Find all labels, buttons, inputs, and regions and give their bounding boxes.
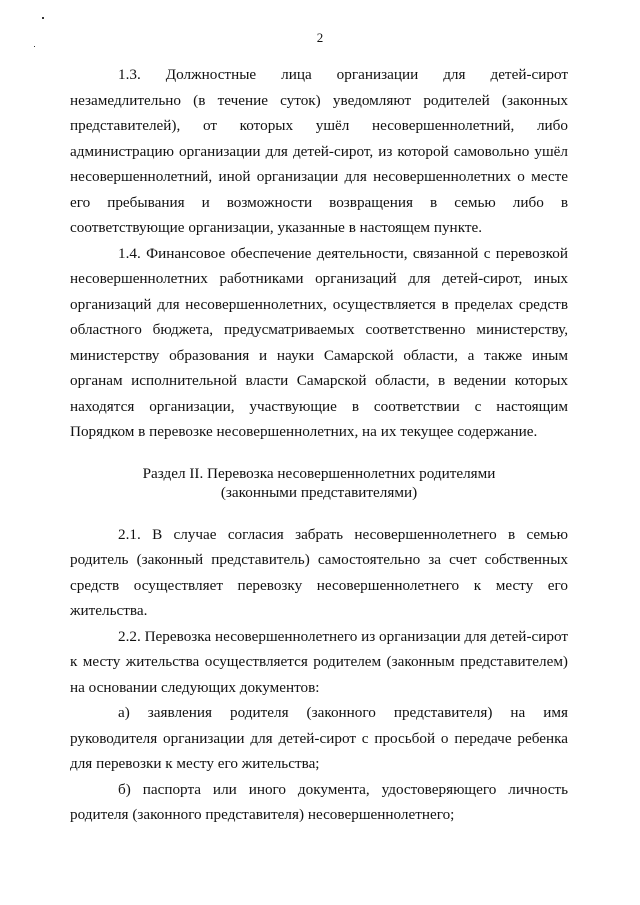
paragraph-1-3: 1.3. Должностные лица организации для детей-сирот незамедлительно (в течение суток) уведомляют родителей (законных представителей), от которых ушёл несовершеннолетний, либо администрацию организации для детей-сирот, из которой самовольно ушёл несовершеннолетний, иной организации для несовершеннолетних о месте его пребывания и возможности возвращения в семью либо в соответствующие организации, указанные в настоящем пункте.	[70, 66, 568, 236]
section-title-line-2: (законными представителями)	[220, 483, 418, 501]
paragraph-2-2-a: а) заявления родителя (законного представителя) на имя руководителя организации для детей-сирот с просьбой о передаче ребенка для перевозки к месту его жительства;	[70, 704, 568, 772]
scan-speck	[42, 17, 44, 19]
paragraph-2-2-b: б) паспорта или иного документа, удостоверяющего личность родителя (законного представителя) несовершеннолетнего;	[70, 780, 568, 823]
paragraph-2-2: 2.2. Перевозка несовершеннолетнего из организации для детей-сирот к месту жительства осуществляется родителем (законным представителем) на основании следующих документов:	[70, 627, 568, 696]
scan-speck	[34, 46, 35, 47]
page-number: 2	[316, 30, 324, 45]
document-body	[70, 62, 568, 828]
paragraph-2-1: 2.1. В случае согласия забрать несовершеннолетнего в семью родитель (законный представитель) самостоятельно за счет собственных средств осуществляет перевозку несовершеннолетнего к месту его жительства.	[70, 525, 568, 619]
section-heading	[70, 464, 568, 502]
paragraph-1-4: 1.4. Финансовое обеспечение деятельности, связанной с перевозкой несовершеннолетних работниками организаций для детей-сирот, иных организаций для несовершеннолетних, осуществляется в пределах средств областного бюджета, предусматриваемых соответственно министерству, министерству образования и науки Самарской области, а также иным органам исполнительной власти Самарской области, в ведении которых находятся организации, участвующие в соответствии с настоящим Порядком в перевозке несовершеннолетних, на их текущее содержание.	[70, 244, 568, 440]
section-title-line-1: Раздел II. Перевозка несовершеннолетних родителями	[142, 464, 496, 482]
